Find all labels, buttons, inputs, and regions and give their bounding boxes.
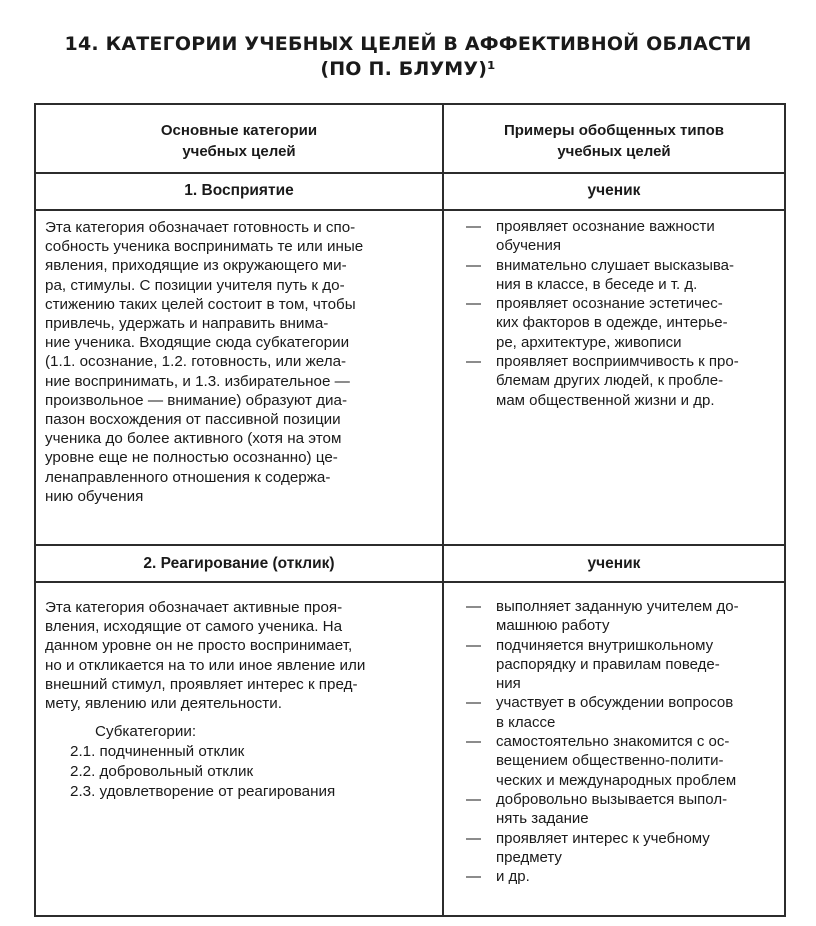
list-item: — проявляет осознание эстетичес- ких факторов в одежде, интерье- ре, архитектуре, живописи [466,295,728,351]
list-item: — самостоятельно знакомится с ос- вещением общественно-полити- ческих и международных проблем [466,733,737,789]
examples-list [466,597,781,886]
examples-list [466,217,781,410]
row-divider [34,544,786,546]
table-border-top [34,103,786,105]
subcategories-title: Субкатегории: [95,723,197,740]
section-title-perception: 1. Восприятие [184,182,294,199]
column-divider [442,103,444,917]
row-divider [34,172,786,174]
table-border-left [34,103,36,917]
table-border-bottom [34,915,786,917]
list-item: — добровольно вызывается выпол- нять задание [466,790,728,828]
section-right-head: ученик [587,555,641,572]
section-title-responding: 2. Реагирование (отклик) [143,555,335,572]
list-item: 2.3. удовлетворение от реагирования [70,783,336,800]
list-item: — проявляет осознание важности обучения [466,218,715,255]
column-header-examples: Примеры обобщенных типов учебных целей [503,122,725,160]
subcategories-block [70,722,440,802]
table-border-right [784,103,786,917]
list-item: — подчиняется внутришкольному распорядку и правилам поведе- ния [466,636,720,693]
list-item: 2.2. добровольный отклик [70,763,254,780]
section-description: Эта категория обозначает активные проя- вления, исходящие от самого ученика. На данном уровне он не просто воспринимает, но и откликается на то или иное явление или внешний стимул, проявляет интерес к пред- мету, явлению или деятельности. [45,599,366,713]
section-description: Эта категория обозначает готовность и спо- собность ученика воспринимать те или иные явления, приходящие из окружающего ми- ра, стимулы. С позиции учителя путь к до- стижению таких целей состоит в том, чтобы привлечь, удержать и направить внима- ние ученика. Входящие сюда субкатегории (1.1. осознание, 1.2. готовность, или жела- ние воспринимать, и 1.3. избирательное — произвольное — внимание) образуют диа- пазон восхождения от пассивной позиции ученика до более активного (хотя на этом уровне еще не полностью осознанно) це- ленаправленного отношения к содержа- нию обучения [45,219,364,505]
categories-table [34,103,786,917]
list-item: — и др. [466,868,530,886]
column-header-categories: Основные категории учебных целей [160,122,318,160]
list-item: — проявляет интерес к учебному предмету [466,829,710,866]
section-right-head: ученик [587,182,641,199]
list-item: — участвует в обсуждении вопросов в классе [466,694,734,731]
page-title: 14. КАТЕГОРИИ УЧЕБНЫХ ЦЕЛЕЙ В АФФЕКТИВНОЙ ОБЛАСТИ [64,33,752,55]
list-item: — выполняет заданную учителем до- машнюю работу [466,598,739,635]
list-item: 2.1. подчиненный отклик [70,743,245,760]
list-item: — проявляет восприимчивость к про- блемам других людей, к пробле- мам общественной жизни и др. [466,353,739,409]
row-divider [34,581,786,583]
list-item: — внимательно слушает высказыва- ния в классе, в беседе и т. д. [466,256,734,293]
page-subtitle: (ПО П. БЛУМУ)¹ [320,58,496,80]
row-divider [34,209,786,211]
